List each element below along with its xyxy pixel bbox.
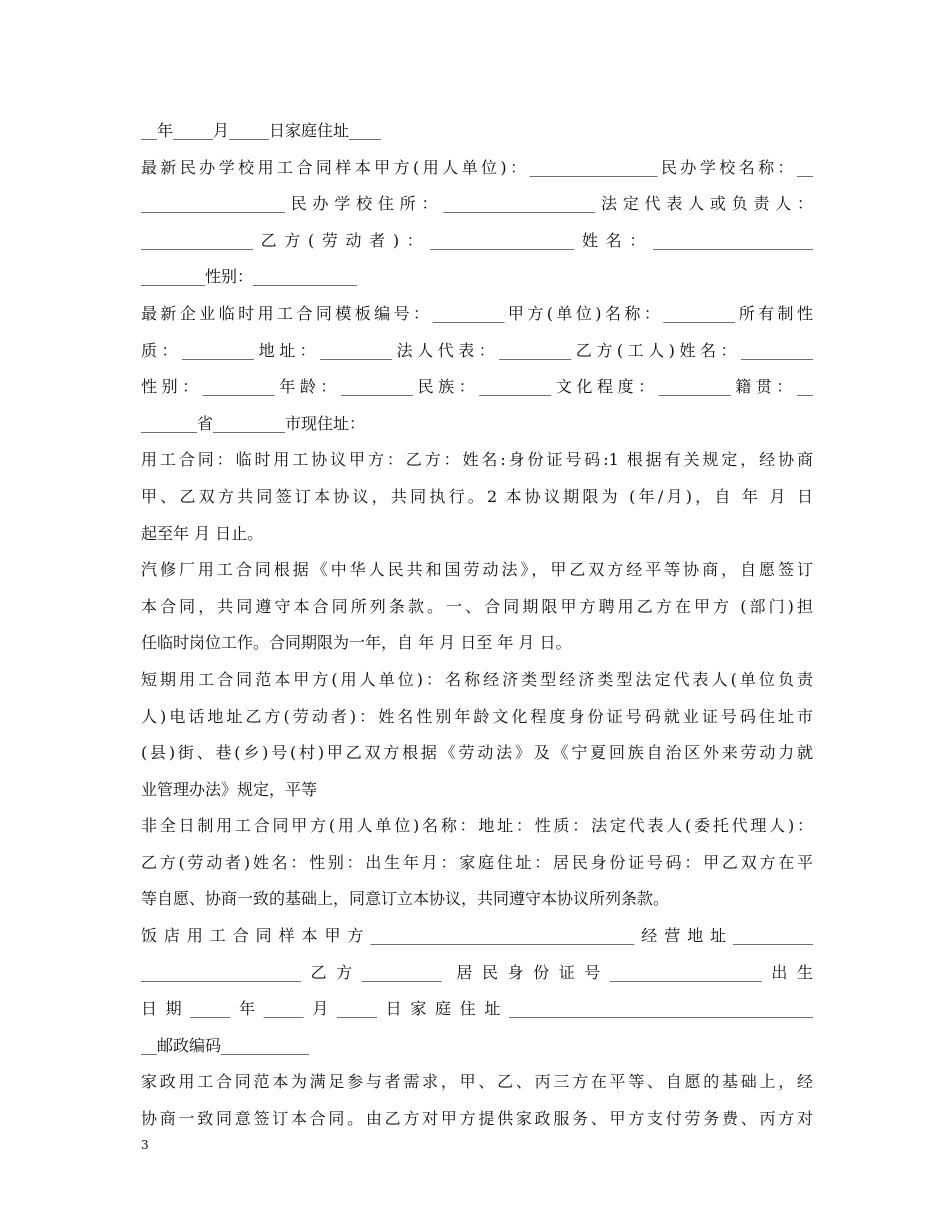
text-line: 任临时岗位工作。合同期限为一年，自 年 月 日至 年 月 日。 [141,633,572,653]
text-line: 日期_____年_____月_____日家庭住址______________________________________ [141,999,813,1019]
text-line: ________性别：_____________ [141,267,358,287]
text-line: 起至年 月 日止。 [141,523,264,543]
text-line: 等自愿、协商一致的基础上，同意订立本协议，共同遵守本协议所列条款。 [141,889,670,909]
text-line: ______________乙方(劳动者)：__________________姓名：____________________ [141,230,813,250]
text-line: 家政用工合同范本为满足参与者需求，甲、乙、丙三方在平等、自愿的基础上，经 [141,1072,813,1092]
text-line: 短期用工合同范本甲方(用人单位)：名称经济类型经济类型法定代表人(单位负责 [141,669,813,689]
text-line: (县)街、巷(乡)号(村)甲乙双方根据《劳动法》及《宁夏回族自治区外来劳动力就 [141,743,813,763]
text-line: 乙方(劳动者)姓名：性别：出生年月：家庭住址：居民身份证号码：甲乙双方在平 [141,852,813,872]
text-line: 业管理办法》规定，平等 [141,779,318,799]
text-line: 人)电话地址乙方(劳动者)：姓名性别年龄文化程度身份证号码就业证号码住址市 [141,706,813,726]
page-number: 3 [141,1138,149,1152]
text-line: __邮政编码___________ [141,1035,310,1055]
text-line: 汽修厂用工合同根据《中华人民共和国劳动法》，甲乙双方经平等协商，自愿签订 [141,560,813,580]
text-line: 甲、乙双方共同签订本协议，共同执行。2 本协议期限为 (年/月)，自 年 月 日 [141,486,813,506]
text-line: __年_____月_____日家庭住址____ [141,121,382,140]
text-line: 用工合同：临时用工协议甲方：乙方：姓名:身份证号码:1 根据有关规定，经协商 [141,450,813,470]
text-line: ____________________乙方__________ 居民身份证号___________________出生 [141,962,813,982]
text-line: __________________民办学校住所：___________________法定代表人或负责人： [141,194,813,214]
text-line: 最新企业临时用工合同模板编号：_________甲方(单位)名称：_________所有制性 [141,303,813,323]
text-line: 饭店用工合同样本甲方_________________________________经营地址__________ [141,926,813,946]
body-text [141,113,813,1138]
text-line: _______省_________市现住址： [141,413,366,433]
text-line: 非全日制用工合同甲方(用人单位)名称：地址：性质：法定代表人(委托代理人)： [141,816,813,836]
text-line: 性别：_________年龄：_________民族：_________文化程度：_________籍贯：__ [141,377,813,397]
text-line: 最新民办学校用工合同样本甲方(用人单位)：________________民办学校名称：__ [141,157,813,177]
text-line: 协商一致同意签订本合同。由乙方对甲方提供家政服务、甲方支付劳务费、丙方对 [141,1109,813,1129]
text-line: 本合同，共同遵守本合同所列条款。一、合同期限甲方聘用乙方在甲方 (部门)担 [141,596,813,616]
text-line: 质：_________地址：_________法人代表：_________乙方(工人)姓名：_________ [141,340,813,360]
